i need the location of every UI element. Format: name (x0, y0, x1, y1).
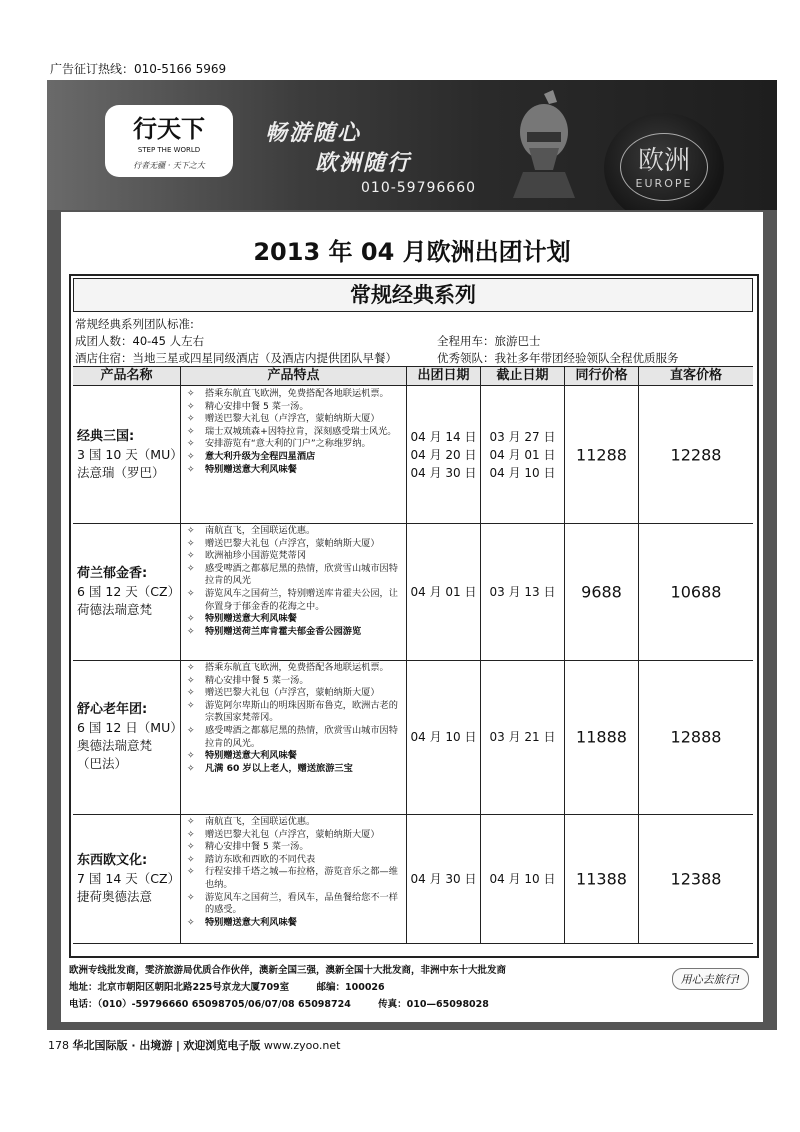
direct-price-cell (639, 386, 753, 523)
slogan-line-1: 畅游随心 (265, 120, 362, 146)
direct-price-cell (639, 660, 753, 814)
footer-fax: 传真：010—65098028 (378, 999, 489, 1010)
depart-date-cell (407, 660, 481, 814)
feature-item: ✧ 感受啤酒之都慕尼黑的热情，欣赏雪山城市因特拉肯的风光。 (183, 725, 404, 750)
logo-sub: STEP THE WORLD (137, 146, 201, 154)
product-name: 舒心老年团: (77, 702, 148, 717)
peer-price: 11888 (576, 727, 627, 747)
footer-contact-line (69, 996, 755, 1013)
table-row (73, 523, 753, 661)
header-features: 产品特点 (181, 367, 407, 385)
feature-item: ✧ 凡满 60 岁以上老人，赠送旅游三宝 (183, 763, 404, 776)
depart-date: 04 月 30 日 (410, 465, 477, 480)
deadline-cell (481, 814, 565, 943)
feature-item: ✧ 特别赠送意大利风味餐 (183, 613, 404, 626)
feature-item: ✧ 特别赠送意大利风味餐 (183, 917, 404, 930)
logo-main: 行天下 (133, 114, 205, 143)
depart-date: 04 月 10 日 (410, 730, 477, 744)
page-frame (47, 80, 777, 1030)
brand-logo (105, 105, 233, 177)
table-header (73, 366, 753, 386)
deadline-date: 03 月 21 日 (489, 730, 556, 744)
standards-vehicle: 全程用车：旅游巴士 (437, 334, 541, 348)
peer-price-cell (565, 523, 639, 660)
direct-price-cell (639, 523, 753, 660)
footer-separator: | (175, 1039, 180, 1052)
table-row (73, 386, 753, 524)
product-route: 7 国 14 天（CZ） (77, 870, 181, 886)
product-name-cell (73, 523, 181, 660)
seal-text-cn: 欧洲 (637, 146, 690, 176)
feature-item: ✧ 特别赠送意大利风味餐 (183, 750, 404, 763)
product-countries: 捷荷奥德法意 (77, 888, 153, 904)
feature-item: ✧ 特别赠送荷兰库肯霍夫郁金香公园游览 (183, 626, 404, 639)
standards-label: 常规经典系列团队标准: (75, 317, 194, 331)
deadline-date: 03 月 13 日 (489, 584, 556, 599)
peer-price: 11388 (576, 869, 627, 888)
feature-item: ✧ 游览风车之国荷兰，特别赠送库肯霍夫公园，让你置身于郁金香的花海之中。 (183, 588, 404, 613)
product-name: 经典三国: (77, 428, 135, 444)
feature-item: ✧ 行程安排千塔之城—布拉格，游览音乐之都—维也纳。 (183, 866, 404, 891)
standards-hotel: 酒店住宿：当地三星或四星同级酒店（及酒店内提供团队早餐） (75, 351, 397, 365)
page-number: 178 (48, 1039, 69, 1052)
ad-hotline: 广告征订热线：010-5166 5969 (50, 62, 227, 76)
product-name: 荷兰郁金香: (77, 565, 148, 581)
depart-date-cell (407, 523, 481, 660)
feature-item: ✧ 赠送巴黎大礼包（卢浮宫，蒙帕纳斯大厦） (183, 687, 404, 700)
feature-item: ✧ 安排游览有“意大利的门户”之称维罗纳。 (183, 438, 404, 451)
peer-price: 9688 (581, 582, 622, 601)
table-row (73, 660, 753, 815)
feature-item: ✧ 感受啤酒之都慕尼黑的热情，欣赏雪山城市因特拉肯的风光 (183, 563, 404, 588)
page-title: 2013 年 04 月欧洲出团计划 (253, 238, 571, 266)
product-route-note: （巴法） (77, 756, 128, 771)
feature-item: ✧ 精心安排中餐 5 菜一汤。 (183, 675, 404, 688)
warrior-helmet-icon (509, 88, 579, 198)
feature-item: ✧ 特别赠送意大利风味餐 (183, 464, 404, 477)
direct-price: 12288 (670, 445, 722, 464)
depart-date: 04 月 14 日 (410, 429, 477, 444)
logo-tagline: 行者无疆 · 天下之大 (133, 161, 205, 170)
direct-price: 12888 (670, 727, 722, 747)
header-product-name: 产品名称 (73, 367, 181, 385)
header-peer-price: 同行价格 (565, 367, 639, 385)
peer-price-cell (565, 660, 639, 814)
seal-text-en: EUROPE (635, 177, 693, 190)
peer-price-cell (565, 814, 639, 943)
product-name: 东西欧文化: (77, 852, 148, 868)
header-depart-date: 出团日期 (407, 367, 481, 385)
section-title: 常规经典系列 (73, 278, 753, 312)
peer-price: 11288 (576, 445, 627, 464)
product-features-cell (181, 386, 407, 523)
footer-business-line: 欧洲专线批发商，雯济旅游局优质合作伙伴，澳新全国三强，澳新全国十大批发商，非洲中东十大批发商 (69, 965, 507, 976)
product-features-cell (181, 814, 407, 943)
direct-price-cell (639, 814, 753, 943)
deadline-date: 03 月 27 日 (489, 429, 556, 444)
ebook-label: 欢迎浏览电子版 (183, 1039, 261, 1052)
direct-price: 10688 (670, 582, 722, 601)
table-row (73, 814, 753, 944)
feature-item: ✧ 搭乘东航直飞欧洲，免费搭配各地联运机票。 (183, 388, 404, 401)
deadline-date: 04 月 10 日 (489, 465, 556, 480)
feature-item: ✧ 南航直飞，全国联运优惠。 (183, 816, 404, 829)
header-direct-price: 直客价格 (639, 367, 753, 385)
publication-name: 华北国际版 · 出境游 (72, 1039, 173, 1052)
slogan-line-2: 欧洲随行 (315, 150, 412, 176)
feature-item: ✧ 瑞士双城琉森+因特拉肯，深刻感受瑞士风光。 (183, 426, 404, 439)
deadline-date: 04 月 01 日 (489, 447, 556, 462)
feature-item: ✧ 精心安排中餐 5 菜一汤。 (183, 401, 404, 414)
product-name-cell (73, 814, 181, 943)
feature-item: ✧ 赠送巴黎大礼包（卢浮宫，蒙帕纳斯大厦） (183, 829, 404, 842)
product-name-cell (73, 386, 181, 523)
banner-phone: 010-59796660 (361, 180, 477, 196)
company-footer (69, 962, 755, 1018)
deadline-date: 04 月 10 日 (489, 871, 556, 886)
depart-date-cell (407, 814, 481, 943)
deadline-cell (481, 386, 565, 523)
feature-item: ✧ 游览阿尔卑斯山的明珠因斯布鲁克，欧洲古老的宗教国家梵蒂冈。 (183, 700, 404, 725)
depart-date: 04 月 20 日 (410, 447, 477, 462)
product-features-cell (181, 523, 407, 660)
depart-date: 04 月 30 日 (410, 871, 477, 886)
feature-item: ✧ 踏访东欧和西欧的不同代表 (183, 854, 404, 867)
footer-postcode: 邮编：100026 (316, 982, 385, 993)
europe-seal (604, 113, 724, 210)
tour-table (69, 274, 759, 958)
depart-date-cell (407, 386, 481, 523)
footer-address: 地址：北京市朝阳区朝阳北路225号京龙大厦709室 (69, 982, 290, 993)
feature-item: ✧ 南航直飞，全国联运优惠。 (183, 525, 404, 538)
feature-item: ✧ 赠送巴黎大礼包（卢浮宫，蒙帕纳斯大厦） (183, 413, 404, 426)
banner (47, 80, 777, 210)
deadline-cell (481, 523, 565, 660)
header-deadline: 截止日期 (481, 367, 565, 385)
product-route: 6 国 12 天（CZ） (77, 583, 181, 599)
feature-item: ✧ 搭乘东航直飞欧洲，免费搭配各地联运机票。 (183, 662, 404, 675)
feature-item: ✧ 欧洲袖珍小国游览梵蒂冈 (183, 550, 404, 563)
standards-leader: 优秀领队：我社多年带团经验领队全程优质服务 (437, 351, 679, 365)
product-route: 6 国 12 日（MU） (77, 720, 183, 735)
feature-item: ✧ 游览风车之国荷兰，看风车，品鱼餐给您不一样的感受。 (183, 892, 404, 917)
feature-item: ✧ 精心安排中餐 5 菜一汤。 (183, 841, 404, 854)
product-countries: 荷德法瑞意梵 (77, 601, 153, 617)
content-panel (61, 212, 763, 1022)
deadline-cell (481, 660, 565, 814)
feature-item: ✧ 意大利升级为全程四星酒店 (183, 451, 404, 464)
standards-group-size: 成团人数：40-45 人左右 (75, 334, 205, 348)
depart-date: 04 月 01 日 (410, 584, 477, 599)
product-countries: 奥德法瑞意梵 (77, 738, 153, 753)
website-url: www.zyoo.net (263, 1039, 341, 1052)
direct-price: 12388 (670, 869, 722, 888)
product-name-cell (73, 660, 181, 814)
product-route: 3 国 10 天（MU） (77, 446, 183, 462)
footer-address-line (69, 979, 755, 996)
peer-price-cell (565, 386, 639, 523)
footer-phone: 电话：（010）-59796660 65098705/06/07/08 65098724 (69, 999, 351, 1010)
product-features-cell (181, 660, 407, 814)
feature-item: ✧ 赠送巴黎大礼包（卢浮宫，蒙帕纳斯大厦） (183, 538, 404, 551)
page-footer (48, 1037, 340, 1053)
product-countries: 法意瑞（罗巴） (77, 464, 165, 480)
footer-tagline: 用心去旅行! (672, 968, 749, 990)
